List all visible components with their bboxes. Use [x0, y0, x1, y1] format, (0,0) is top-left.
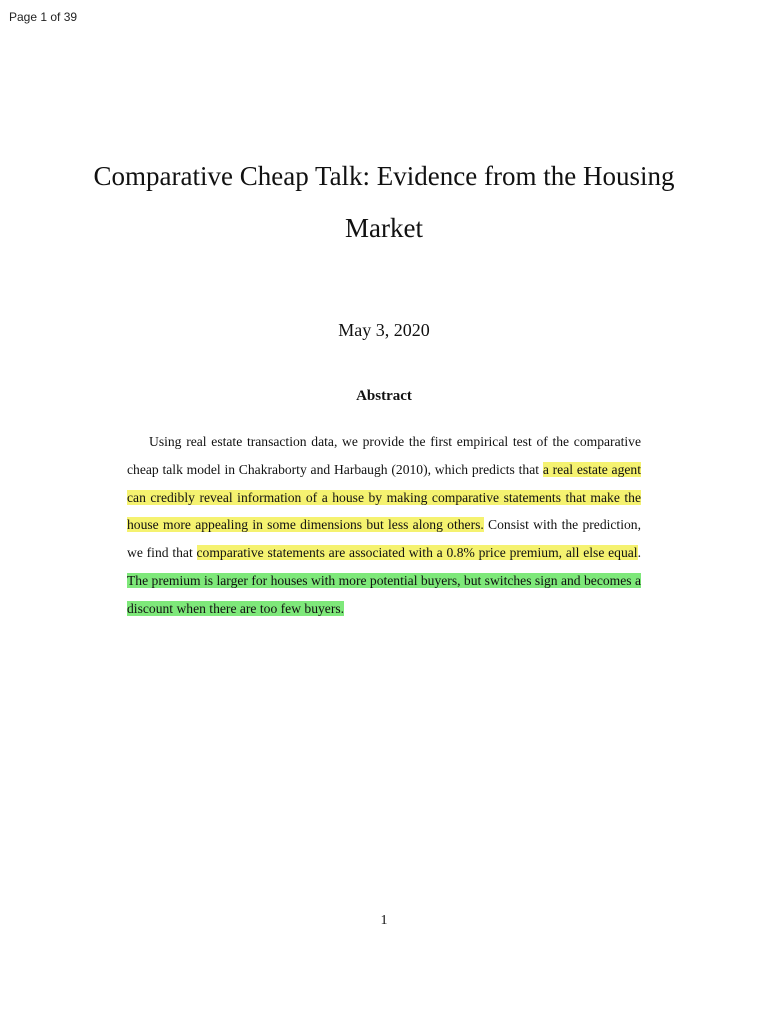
abstract-text-segment: Consist with the prediction, we find that	[127, 517, 641, 561]
highlight-yellow[interactable]: comparative statements are associated with a 0.8% price premium, all else equal	[196, 545, 638, 561]
abstract-text-segment: Using real estate transaction data, we provide the first empirical test of the comparative cheap talk model in Chakraborty and Harbaugh (2010), which predicts that	[127, 434, 641, 477]
abstract-heading: Abstract	[356, 388, 412, 404]
page-number: 1	[380, 913, 388, 928]
highlight-yellow[interactable]: a real estate agent can credibly reveal information of a house by making comparative statements that make the house more appealing in some dimensions but less along others.	[127, 461, 641, 533]
page-indicator: Page 1 of 39	[9, 10, 78, 24]
abstract-text-segment: .	[637, 545, 641, 561]
paper-date: May 3, 2020	[338, 320, 430, 340]
highlight-green[interactable]: The premium is larger for houses with more potential buyers, but switches sign and becomes a discount when there are too few buyers.	[127, 572, 641, 616]
abstract-body	[127, 428, 641, 623]
paper-title: Comparative Cheap Talk: Evidence from the Housing Market	[93, 161, 675, 243]
